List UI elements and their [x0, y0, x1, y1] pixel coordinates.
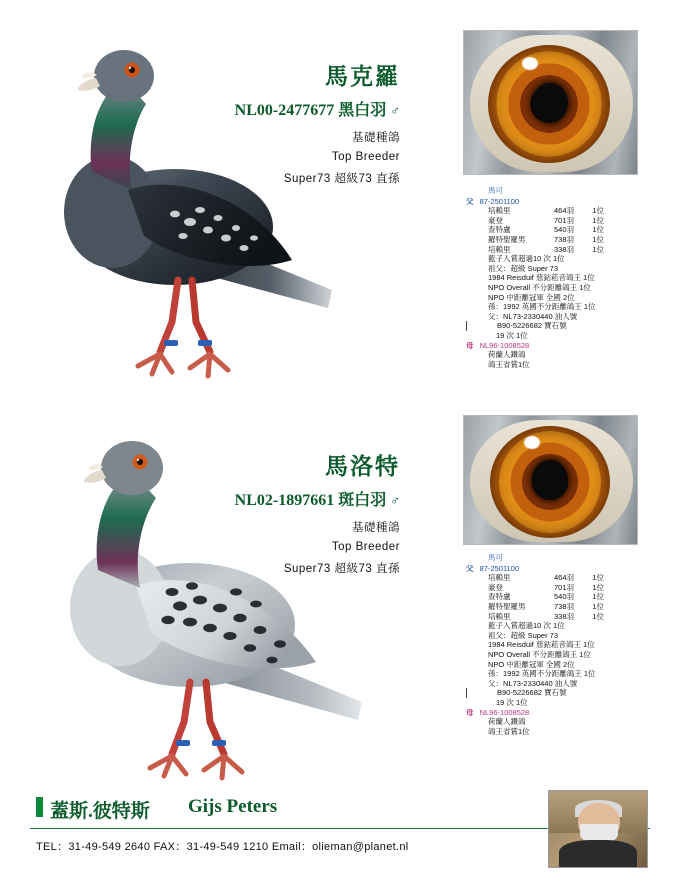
bird-subtitle-en-2: Top Breeder	[331, 541, 400, 553]
pedigree-block-2	[466, 553, 676, 736]
grandsire-father-place-1: 19 次 1位	[496, 330, 528, 340]
race-name: 查特盧	[488, 225, 511, 235]
race-name: 培賴里	[488, 244, 511, 254]
race-name: 豪登	[488, 582, 503, 592]
sire-label-2: 父	[466, 563, 474, 573]
race-name: 培賴里	[488, 611, 511, 621]
race-place: 1位	[592, 573, 604, 583]
bird-ring-2: NL02-1897661	[234, 492, 335, 509]
grandsire-father-sub-2: B90-5226682 寶石號	[466, 688, 676, 698]
race-name: 羅特聖羅男	[488, 234, 526, 244]
pedigree-block-1	[466, 186, 676, 369]
pedigree-header-1: 馬可	[488, 186, 503, 195]
bird-sex-symbol-2: ♂	[390, 493, 400, 508]
dam-line: 鴿王省賞1位	[488, 359, 530, 369]
eye-photo-1	[463, 30, 638, 175]
race-birds: 540羽	[553, 225, 574, 235]
race-place: 1位	[592, 582, 604, 592]
grandsire-father-2: 父：NL73-2330440 油人號	[488, 678, 578, 688]
bird-title-block-1	[200, 58, 400, 186]
eye-photo-2	[463, 415, 638, 545]
race-birds: 338羽	[553, 611, 574, 621]
bird-ring-line-2	[200, 487, 400, 510]
race-birds: 738羽	[553, 601, 574, 611]
bird-sex-symbol-1: ♂	[390, 103, 400, 118]
breeder-name-en: Gijs Peters	[188, 796, 278, 817]
bird-name-cn-2: 馬洛特	[325, 454, 400, 479]
sire-ring-1: 87-2501100	[479, 196, 520, 206]
race-birds: 464羽	[553, 573, 574, 583]
grandsire-father-1: 父：NL73-2330440 油人號	[488, 311, 578, 321]
footer-contact-line: TEL：31-49-549 2640 FAX：31-49-549 1210 Email：olieman@planet.nl	[36, 841, 409, 853]
race-place: 1位	[592, 592, 604, 602]
race-birds: 701羽	[553, 582, 574, 592]
grandsire-father-sub-1: B90-5226682 寶石號	[466, 321, 676, 331]
race-place: 1位	[592, 215, 604, 225]
dam-line: 荷蘭人鑽鴿	[488, 350, 526, 360]
bird-ring-1: NL00-2477677	[234, 102, 335, 119]
grandsire-line: 孫：1992 英國不分距離鴿王 1位	[488, 669, 596, 679]
pedigree-header-2: 馬可	[488, 553, 503, 562]
grandsire-line: 1984 Reisduif 慈鈷菘音鴿王 1位	[488, 640, 595, 650]
bird-color-cn-1: 黑白羽	[338, 102, 387, 119]
grandsire-line: 孫：1992 英國不分距離鴿王 1位	[488, 302, 596, 312]
dam-line: 荷蘭人鑽鴿	[488, 717, 526, 727]
grandsire-line: NPO 中距離冠軍 全國 2位	[488, 292, 575, 302]
race-place: 1位	[592, 244, 604, 254]
bird-title-block-2	[200, 448, 400, 576]
bird-subtitle-en-1: Top Breeder	[331, 151, 400, 163]
grandsire-label-2: 祖父：超級 Super 73	[488, 630, 559, 640]
grandsire-father-place-2: 19 次 1位	[496, 697, 528, 707]
dam-label-2: 母	[466, 707, 474, 717]
bird-color-cn-2: 斑白羽	[338, 492, 387, 509]
breeder-portrait-photo	[548, 790, 648, 868]
sire-note-2: 藍子入賞超過10 次 1位	[488, 621, 565, 631]
portrait-torso	[559, 840, 637, 868]
pupil-2	[532, 460, 568, 500]
race-birds: 701羽	[553, 215, 574, 225]
bird-subtitle-cn-2: 基礎種鴿	[352, 522, 400, 534]
race-place: 1位	[592, 234, 604, 244]
sire-note-1: 藍子入賞超過10 次 1位	[488, 254, 565, 264]
race-name: 培賴里	[488, 206, 511, 216]
dam-line: 鴿王省賞1位	[488, 726, 530, 736]
bird-ring-line-1	[200, 97, 400, 120]
bird-name-cn-1: 馬克羅	[325, 64, 400, 89]
sire-ring-2: 87-2501100	[479, 563, 520, 573]
race-name: 培賴里	[488, 573, 511, 583]
race-place: 1位	[592, 611, 604, 621]
race-name: 豪登	[488, 215, 503, 225]
eye-glint-1	[522, 57, 538, 70]
race-birds: 738羽	[553, 234, 574, 244]
race-name: 查特盧	[488, 592, 511, 602]
sire-label-1: 父	[466, 196, 474, 206]
footer-accent-bar	[36, 797, 43, 817]
race-birds: 540羽	[553, 592, 574, 602]
eye-glint-2	[524, 436, 540, 449]
pupil-1	[532, 83, 568, 123]
bird-lineage-1: Super73 超級73 直孫	[283, 173, 400, 185]
grandsire-line: NPO 中距離冠軍 全國 2位	[488, 659, 575, 669]
grandsire-line: NPO Overall 不分距離鴿王 1位	[488, 649, 591, 659]
dam-ring-2: NL96-1008528	[479, 707, 530, 717]
dam-ring-1: NL96-1008528	[479, 340, 530, 350]
race-place: 1位	[592, 206, 604, 216]
bird-subtitle-cn-1: 基礎種鴿	[352, 132, 400, 144]
grandsire-label-1: 祖父：超級 Super 73	[488, 263, 559, 273]
race-birds: 338羽	[553, 244, 574, 254]
grandsire-line: 1984 Reisduif 慈鈷菘音鴿王 1位	[488, 273, 595, 283]
race-place: 1位	[592, 225, 604, 235]
bird-lineage-2: Super73 超級73 直孫	[283, 563, 400, 575]
race-place: 1位	[592, 601, 604, 611]
race-birds: 464羽	[553, 206, 574, 216]
dam-label-1: 母	[466, 340, 474, 350]
breeder-name-cn: 蓋斯.彼特斯	[50, 801, 150, 822]
grandsire-line: NPO Overall 不分距離鴿王 1位	[488, 282, 591, 292]
race-name: 羅特聖羅男	[488, 601, 526, 611]
